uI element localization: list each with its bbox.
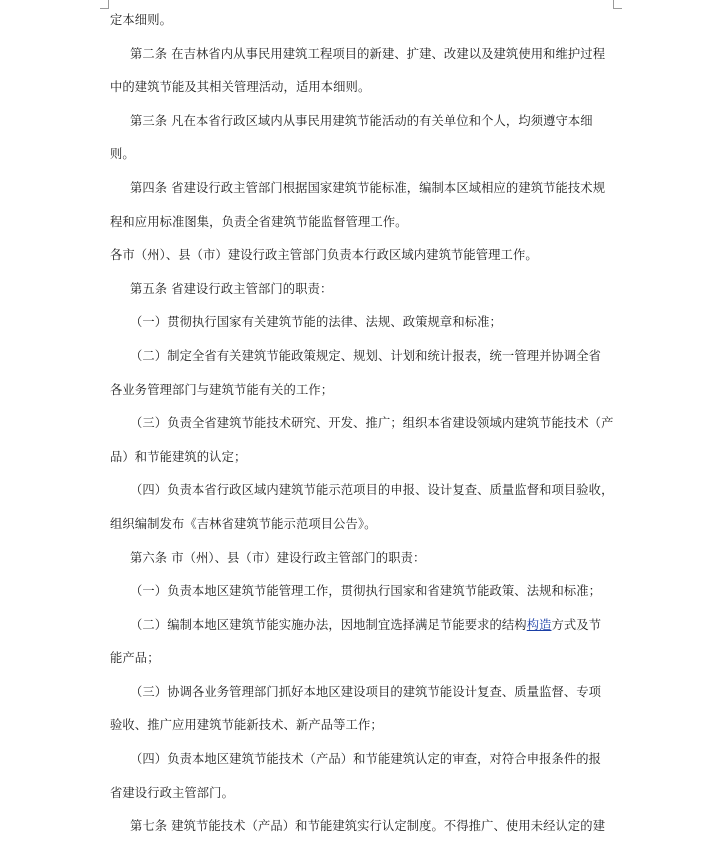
text-line-content: 各市（州）、县（市）建设行政主管部门负责本行政区域内建筑节能管理工作。 — [110, 248, 538, 263]
text-line — [110, 38, 610, 72]
text-line-content: 组织编制发布《吉林省建筑节能示范项目公告》。 — [110, 516, 377, 531]
page-corner-mark-right — [613, 0, 622, 9]
text-line-content: （四）负责本地区建筑节能技术（产品）和节能建筑认定的审查，对符合申报条件的报 — [130, 752, 602, 767]
text-line-content: 中的建筑节能及其相关管理活动，适用本细则。 — [110, 80, 371, 95]
text-line-content: 第三条 凡在本省行政区域内从事民用建筑节能活动的有关单位和个人，均须遵守本细 — [130, 113, 593, 128]
hyperlink[interactable]: 构造 — [526, 617, 552, 632]
text-line-content: 品）和节能建筑的认定； — [110, 449, 247, 464]
text-line — [110, 777, 610, 811]
text-line-content: （二）编制本地区建筑节能实施办法，因地制宜选择满足节能要求的结构 — [130, 617, 527, 632]
text-line-content: （三）协调各业务管理部门抓好本地区建设项目的建筑节能设计复查、质量监督、专项 — [130, 684, 602, 699]
text-line — [110, 542, 610, 576]
text-line — [110, 407, 614, 441]
text-line-content: 第六条 市（州）、县（市）建设行政主管部门的职责： — [130, 550, 426, 565]
page-corner-mark-left — [100, 0, 109, 9]
text-line — [110, 743, 610, 777]
text-line — [110, 609, 610, 643]
text-line-content: 能产品； — [110, 651, 160, 666]
text-line-content: 则。 — [110, 147, 135, 162]
text-line — [110, 810, 610, 844]
text-line — [110, 441, 610, 475]
text-line-content: （一）负责本地区建筑节能管理工作，贯彻执行国家和省建筑节能政策、法规和标准； — [130, 584, 602, 599]
text-line — [110, 709, 610, 743]
text-line-content: 程和应用标准图集，负责全省建筑节能监督管理工作。 — [110, 214, 408, 229]
text-line — [110, 138, 610, 172]
text-line-content: （三）负责全省建筑节能技术研究、开发、推广；组织本省建设领域内建筑节能技术（产 — [130, 416, 614, 431]
text-line — [110, 374, 610, 408]
text-line-content: 第四条 省建设行政主管部门根据国家建筑节能标准，编制本区域相应的建筑节能技术规 — [130, 180, 606, 195]
text-line — [110, 508, 610, 542]
text-line-content: 省建设行政主管部门。 — [110, 785, 234, 800]
text-line — [110, 642, 610, 676]
text-line — [110, 273, 610, 307]
text-line — [110, 206, 610, 240]
text-line — [110, 71, 610, 105]
document-body — [110, 4, 614, 844]
text-line-content-after-link: 方式及节 — [551, 617, 602, 632]
text-line — [110, 172, 610, 206]
text-line-content: 第七条 建筑节能技术（产品）和节能建筑实行认定制度。不得推广、使用未经认定的建 — [130, 819, 606, 834]
text-line — [110, 676, 610, 710]
text-line — [110, 474, 614, 508]
text-line — [110, 239, 610, 273]
text-line-content: （四）负责本省行政区域内建筑节能示范项目的申报、设计复查、质量监督和项目验收， — [130, 483, 614, 498]
text-line — [110, 4, 610, 38]
text-line — [110, 575, 610, 609]
text-line — [110, 306, 610, 340]
text-line-content: 第五条 省建设行政主管部门的职责： — [130, 281, 333, 296]
text-line-content: （二）制定全省有关建筑节能政策规定、规划、计划和统计报表，统一管理并协调全省 — [130, 348, 602, 363]
text-line-content: 定本细则。 — [110, 13, 172, 27]
text-line-content: 第二条 在吉林省内从事民用建筑工程项目的新建、扩建、改建以及建筑使用和维护过程 — [130, 46, 606, 61]
text-line-content: 验收、推广应用建筑节能新技术、新产品等工作； — [110, 718, 383, 733]
text-line-content: 各业务管理部门与建筑节能有关的工作； — [110, 382, 334, 397]
text-line-content: （一）贯彻执行国家有关建筑节能的法律、法规、政策规章和标准； — [130, 315, 502, 330]
text-line — [110, 340, 610, 374]
text-line — [110, 105, 610, 139]
